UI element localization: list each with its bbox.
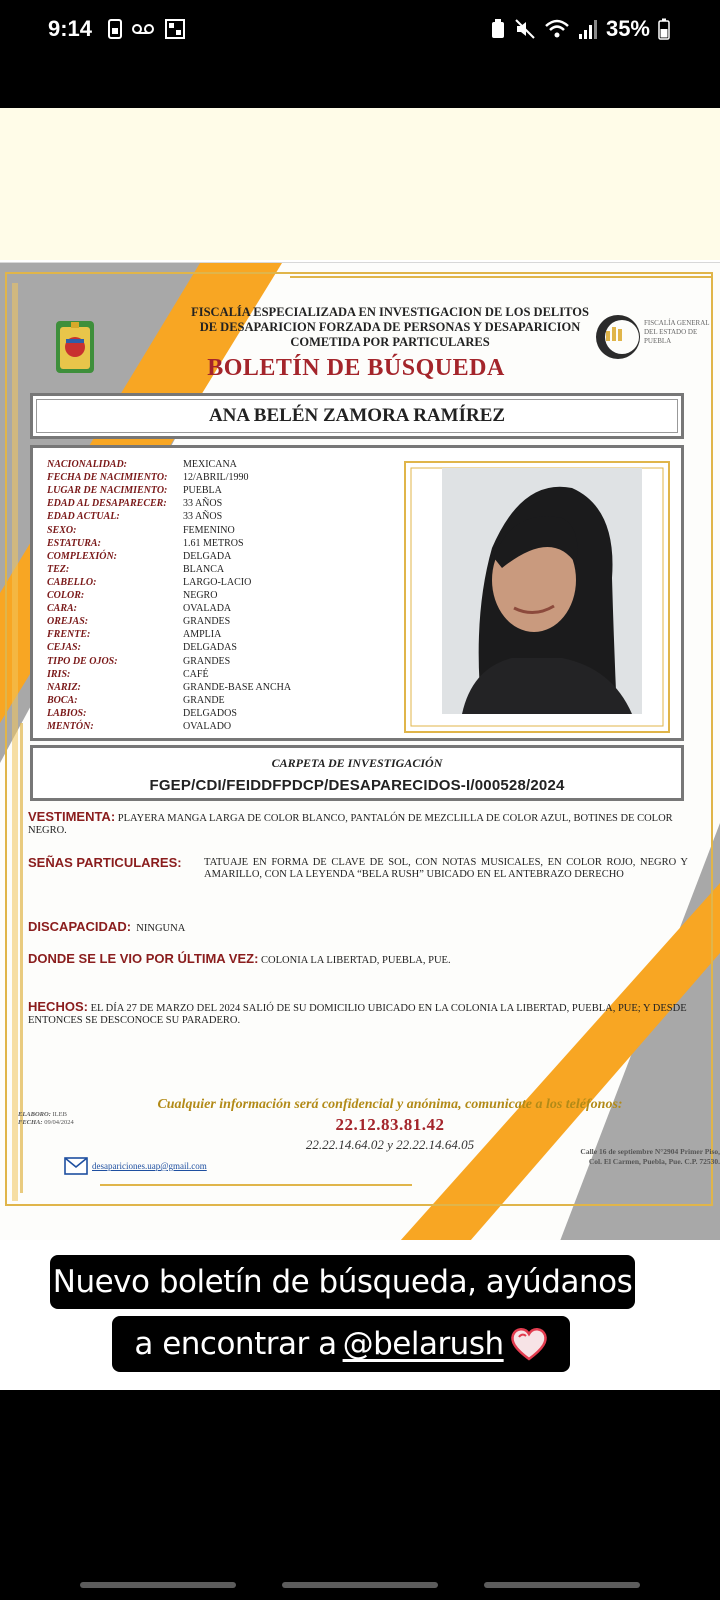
field-value: OVALADA: [183, 603, 232, 615]
bulletin-title: BOLETÍN DE BÚSQUEDA: [207, 355, 505, 381]
portrait-illustration: [442, 468, 642, 714]
ultima-vez-section: [28, 951, 688, 967]
prepared-by: [18, 1111, 74, 1127]
field-label: IRIS:: [47, 668, 71, 680]
field-label: NACIONALIDAD:: [47, 459, 128, 470]
field-value: GRANDES: [183, 655, 231, 667]
address-line: Calle 16 de septiembre N°2904 Primer Piso,: [580, 1147, 720, 1156]
caption-text-line1: Nuevo boletín de búsqueda, ayúdanos: [52, 1264, 633, 1300]
vestimenta-text: PLAYERA MANGA LARGA DE COLOR BLANCO, PANTALÓN DE MEZCLILLA DE COLOR AZUL, BOTINES DE COLOR NEGRO.: [28, 813, 673, 836]
field-value: NEGRO: [183, 590, 218, 601]
hechos-text: EL DÍA 27 DE MARZO DEL 2024 SALIÓ DE SU DOMICILIO UBICADO EN LA COLONIA LA LIBERTAD, PUEBLA, PUE; Y DESDE ENTONCES SE DESCONOCE SU PARADERO.: [28, 1003, 687, 1026]
field-label: OREJAS:: [47, 616, 89, 628]
senas-label-wrap: [28, 855, 198, 871]
fiscalia-emblem-icon: [596, 307, 646, 367]
fecha-value: 09/04/2024: [44, 1119, 74, 1126]
wifi-icon: [544, 18, 570, 40]
discapacidad-text: NINGUNA: [136, 923, 186, 934]
field-value: DELGADOS: [183, 707, 237, 719]
field-value: 12/ABRIL/1990: [183, 472, 249, 484]
field-value: GRANDE: [183, 694, 225, 706]
bottom-area: [0, 1390, 720, 1600]
story-progress-segment: [282, 1582, 438, 1588]
field-label: CABELLO:: [47, 576, 97, 588]
field-value: PUEBLA: [183, 485, 222, 497]
field-value: CAFÉ: [183, 668, 209, 680]
field-label: COLOR:: [47, 590, 85, 601]
fiscalia-logo: [596, 307, 712, 367]
field-value: GRANDES: [183, 616, 231, 628]
field-label: EDAD ACTUAL:: [47, 511, 120, 523]
caption-text-line2: a encontrar a: [134, 1326, 337, 1362]
gallery-icon: [164, 18, 186, 40]
field-label: COMPLEXIÓN:: [47, 550, 118, 562]
battery-icon: [658, 18, 670, 40]
user-mention-link[interactable]: @belarush: [342, 1326, 504, 1362]
elaboro-value: ILEB: [52, 1111, 67, 1118]
confidential-notice: Cualquier información será confidencial y anónima, comunicate a los teléfonos:: [157, 1097, 623, 1112]
status-time: 9:14: [48, 16, 93, 41]
field-value: BLANCA: [183, 563, 225, 575]
fiscalia-logo-text: FISCALÍA GENERAL DEL ESTADO DE PUEBLA: [644, 319, 710, 345]
phone-main: 22.12.83.81.42: [335, 1115, 445, 1134]
status-right-icons: [490, 16, 670, 42]
field-value: 1.61 METROS: [183, 537, 244, 549]
puebla-coat-of-arms-icon: [54, 319, 96, 377]
field-label: ESTATURA:: [47, 537, 101, 549]
field-label: SEXO:: [47, 524, 77, 536]
envelope-icon: [64, 1157, 88, 1175]
missing-person-name-box: [30, 393, 684, 439]
status-bar: [0, 0, 720, 108]
search-bulletin-poster: [0, 262, 720, 1240]
header-line: COMETIDA POR PARTICULARES: [290, 335, 490, 349]
heart-icon: [510, 1327, 548, 1361]
signal-icon: [578, 18, 598, 40]
investigation-folder-box: [30, 745, 684, 801]
senas-section: [204, 857, 688, 881]
field-value: DELGADAS: [183, 642, 237, 654]
ultima-vez-text: COLONIA LA LIBERTAD, PUEBLA, PUE.: [261, 955, 451, 966]
field-label: CEJAS:: [47, 642, 81, 654]
field-value: FEMENINO: [183, 524, 235, 536]
email-address: desapariciones.uap@gmail.com: [92, 1161, 207, 1171]
story-progress-segment: [80, 1582, 236, 1588]
field-value: LARGO-LACIO: [183, 576, 252, 588]
field-label: EDAD AL DESAPARECER:: [47, 498, 167, 510]
sim-card-icon: [108, 19, 122, 39]
address-line: Col. El Carmen, Puebla, Pue. C.P. 72530.: [588, 1157, 720, 1166]
story-progress-segment: [484, 1582, 640, 1588]
vestimenta-label: VESTIMENTA:: [28, 809, 116, 824]
office-address: [500, 1147, 720, 1167]
story-caption-line1: [50, 1255, 635, 1309]
investigation-folder-label: CARPETA DE INVESTIGACIÓN: [271, 756, 443, 770]
field-value: 33 AÑOS: [183, 498, 223, 510]
phones-secondary: 22.22.14.64.02 y 22.22.14.64.05: [305, 1137, 475, 1152]
story-caption-line2: [112, 1316, 570, 1372]
field-label: LABIOS:: [47, 707, 87, 719]
status-left-icons: [108, 18, 186, 40]
field-value: DELGADA: [183, 550, 232, 562]
senas-text: TATUAJE EN FORMA DE CLAVE DE SOL, CON NOTAS MUSICALES, EN COLOR ROJO, NEGRO Y AMARILLO, CON LA LEYENDA “BELA RUSH” UBICADO EN EL ANTEBRAZO DERECHO: [204, 857, 688, 880]
discapacidad-section: [28, 919, 628, 935]
mute-icon: [514, 18, 536, 40]
field-label: LUGAR DE NACIMIENTO:: [47, 485, 168, 497]
voicemail-icon: [132, 22, 154, 36]
battery-saver-icon: [490, 18, 506, 40]
field-label: FRENTE:: [47, 629, 91, 641]
ultima-vez-label: DONDE SE LE VIO POR ÚLTIMA VEZ:: [28, 951, 259, 966]
investigation-folder-number: FGEP/CDI/FEIDDFPDCP/DESAPARECIDOS-I/000528/2024: [149, 777, 565, 794]
battery-percent: 35%: [605, 16, 650, 41]
field-value: MEXICANA: [183, 459, 237, 470]
fecha-label: FECHA:: [18, 1119, 43, 1126]
agency-header: [180, 305, 600, 350]
discapacidad-label: DISCAPACIDAD:: [28, 919, 132, 934]
field-label: MENTÓN:: [47, 721, 94, 732]
senas-label: SEÑAS PARTICULARES:: [28, 855, 182, 870]
field-label: FECHA DE NACIMIENTO:: [47, 472, 168, 484]
field-value: AMPLIA: [183, 629, 222, 641]
field-label: TEZ:: [47, 563, 70, 575]
field-value: GRANDE-BASE ANCHA: [183, 681, 292, 693]
field-value: OVALADO: [183, 721, 232, 732]
field-label: BOCA:: [47, 694, 78, 706]
field-label: TIPO DE OJOS:: [47, 655, 118, 667]
hechos-section: [28, 999, 688, 1027]
field-label: CARA:: [47, 603, 78, 615]
field-value: 33 AÑOS: [183, 511, 223, 523]
elaboro-label: ELABORO:: [18, 1111, 51, 1118]
story-top-area: [0, 108, 720, 260]
hechos-label: HECHOS:: [28, 999, 88, 1014]
vestimenta-section: [28, 809, 688, 837]
missing-person-name: ANA BELÉN ZAMORA RAMÍREZ: [208, 405, 506, 426]
contact-email[interactable]: [64, 1157, 207, 1175]
field-label: NARIZ:: [47, 681, 81, 693]
header-line: FISCALÍA ESPECIALIZADA EN INVESTIGACION DE LOS DELITOS: [191, 305, 589, 319]
header-line: DE DESAPARICION FORZADA DE PERSONAS Y DESAPARICION: [199, 320, 581, 334]
missing-person-photo: [442, 468, 642, 714]
